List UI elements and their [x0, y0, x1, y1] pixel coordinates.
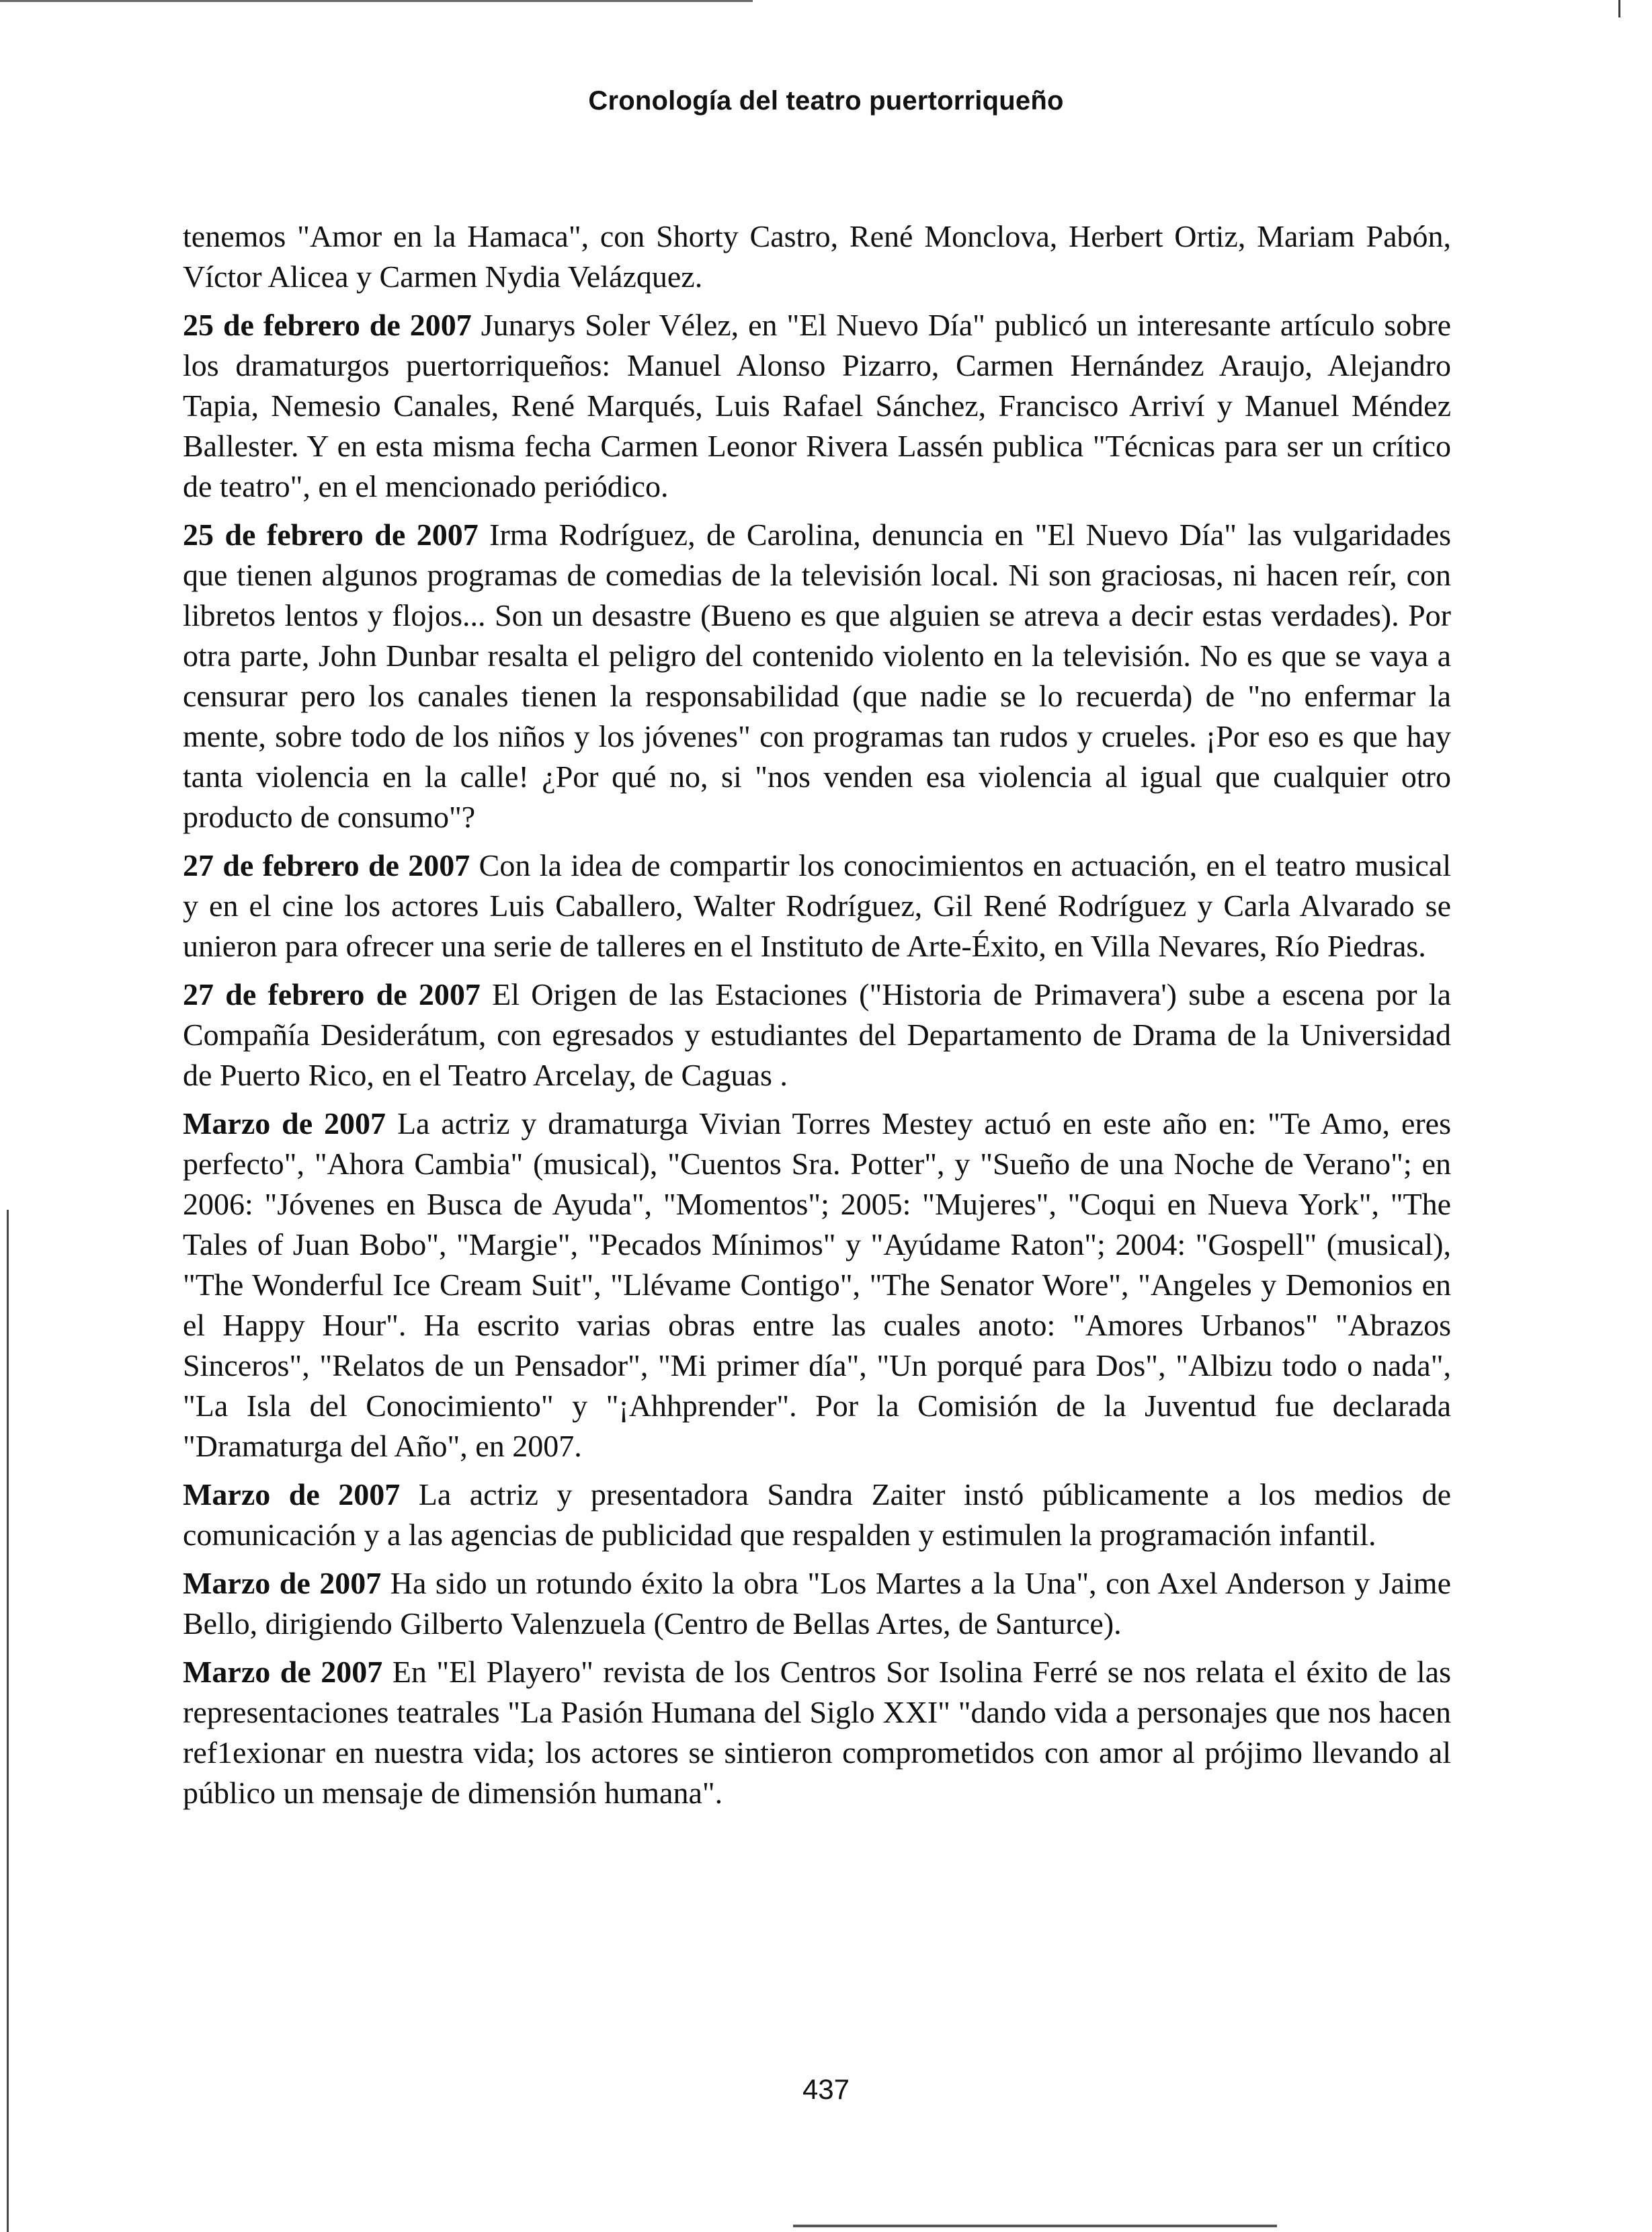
entry-text: Junarys Soler Vélez, en "El Nuevo Día" publicó un interesante artículo sobre los dramaturgos puertorriqueños: Manuel Alonso Pizarro, Carmen Hernández Araujo, Alejandro Tapia, Nemesio Canales, René Marqués, Luis Rafael Sánchez, Francisco Arriví y Manuel Méndez Ballester. Y en esta misma fecha Carmen Leonor Rivera Lassén publica "Técnicas para ser un crítico de teatro", en el mencionado periódico. — [183, 308, 1452, 503]
entry-text: El Origen de las Estaciones ("Historia de Primavera') sube a escena por la Compañía Desiderátum, con egresados y estudiantes del Departamento de Drama de la Universidad de Puerto Rico, en el Teatro Arcelay, de Caguas . — [183, 977, 1452, 1092]
chronology-entry — [183, 1563, 1451, 1644]
entry-date: Marzo de 2007 — [183, 1655, 383, 1689]
entry-date: 25 de febrero de 2007 — [183, 518, 479, 552]
scan-tick-mark — [1618, 0, 1620, 17]
entry-date: 27 de febrero de 2007 — [183, 977, 481, 1011]
intro-paragraph — [183, 216, 1451, 297]
page-number: 437 — [802, 2073, 850, 2105]
intro-text: tenemos "Amor en la Hamaca", con Shorty Castro, René Monclova, Herbert Ortiz, Mariam Pabón, Víctor Alicea y Carmen Nydia Velázquez. — [183, 219, 1451, 294]
chronology-entry — [183, 1475, 1451, 1555]
chronology-entry — [183, 305, 1451, 507]
running-title: Cronología del teatro puertorriqueño — [588, 86, 1064, 116]
entry-text: Ha sido un rotundo éxito la obra "Los Martes a la Una", con Axel Anderson y Jaime Bello, dirigiendo Gilberto Valenzuela (Centro de Bellas Artes, de Santurce). — [183, 1566, 1451, 1641]
entry-text: Irma Rodríguez, de Carolina, denuncia en "El Nuevo Día" las vulgaridades que tienen algunos programas de comedias de la televisión local. Ni son graciosas, ni hacen reír, con libretos lentos y flojos... Son un desastre (Bueno es que alguien se atreva a decir estas verdades). Por otra parte, John Dunbar resalta el peligro del contenido violento en la televisión. No es que se vaya a censurar pero los canales tienen la responsabilidad (que nadie se lo recuerda) de "no enfermar la mente, sobre todo de los niños y los jóvenes" con programas tan rudos y crueles. ¡Por eso es que hay tanta violencia en la calle! ¿Por qué no, si "nos venden esa violencia al igual que cualquier otro producto de consumo"? — [183, 518, 1451, 834]
entry-date: 27 de febrero de 2007 — [183, 848, 470, 882]
entry-date: Marzo de 2007 — [183, 1566, 382, 1600]
chronology-entry — [183, 1652, 1451, 1813]
entry-date: Marzo de 2007 — [183, 1106, 386, 1141]
chronology-entry — [183, 975, 1451, 1096]
scan-edge-bottom — [793, 2225, 1277, 2227]
scan-edge-top — [0, 0, 753, 2]
chronology-entry — [183, 845, 1451, 966]
entry-text: La actriz y dramaturga Vivian Torres Mestey actuó en este año en: "Te Amo, eres perfecto", "Ahora Cambia" (musical), "Cuentos Sra. Potter", y "Sueño de una Noche de Verano"; en 2006: "Jóvenes en Busca de Ayuda", "Momentos"; 2005: "Mujeres", "Coqui en Nueva York", "The Tales of Juan Bobo", "Margie", "Pecados Mínimos" y "Ayúdame Raton"; 2004: "Gospell" (musical), "The Wonderful Ice Cream Suit", "Llévame Contigo", "The Senator Wore", "Angeles y Demonios en el Happy Hour". Ha escrito varias obras entre las cuales anoto: "Amores Urbanos" "Abrazos Sinceros", "Relatos de un Pensador", "Mi primer día", "Un porqué para Dos", "Albizu todo o nada", "La Isla del Conocimiento" y "¡Ahhprender". Por la Comisión de la Juventud fue declarada "Dramaturga del Año", en 2007. — [183, 1106, 1451, 1463]
chronology-entry — [183, 515, 1451, 837]
entry-date: Marzo de 2007 — [183, 1477, 401, 1512]
entry-text: La actriz y presentadora Sandra Zaiter instó públicamente a los medios de comunicación y a las agencias de publicidad que respalden y estimulen la programación infantil. — [183, 1477, 1452, 1552]
chronology-entry — [183, 1104, 1451, 1466]
entry-text: Con la idea de compartir los conocimientos en actuación, en el teatro musical y en el cine los actores Luis Caballero, Walter Rodríguez, Gil René Rodríguez y Carla Alvarado se unieron para ofrecer una serie de talleres en el Instituto de Arte-Éxito, en Villa Nevares, Río Piedras. — [183, 848, 1451, 963]
body-text — [183, 216, 1451, 1821]
entry-date: 25 de febrero de 2007 — [183, 308, 472, 342]
entry-text: En "El Playero" revista de los Centros Sor Isolina Ferré se nos relata el éxito de las representaciones teatrales "La Pasión Humana del Siglo XXI" "dando vida a personajes que nos hacen ref1exionar en nuestra vida; los actores se sintieron comprometidos con amor al prójimo llevando al público un mensaje de dimensión humana". — [183, 1655, 1451, 1810]
